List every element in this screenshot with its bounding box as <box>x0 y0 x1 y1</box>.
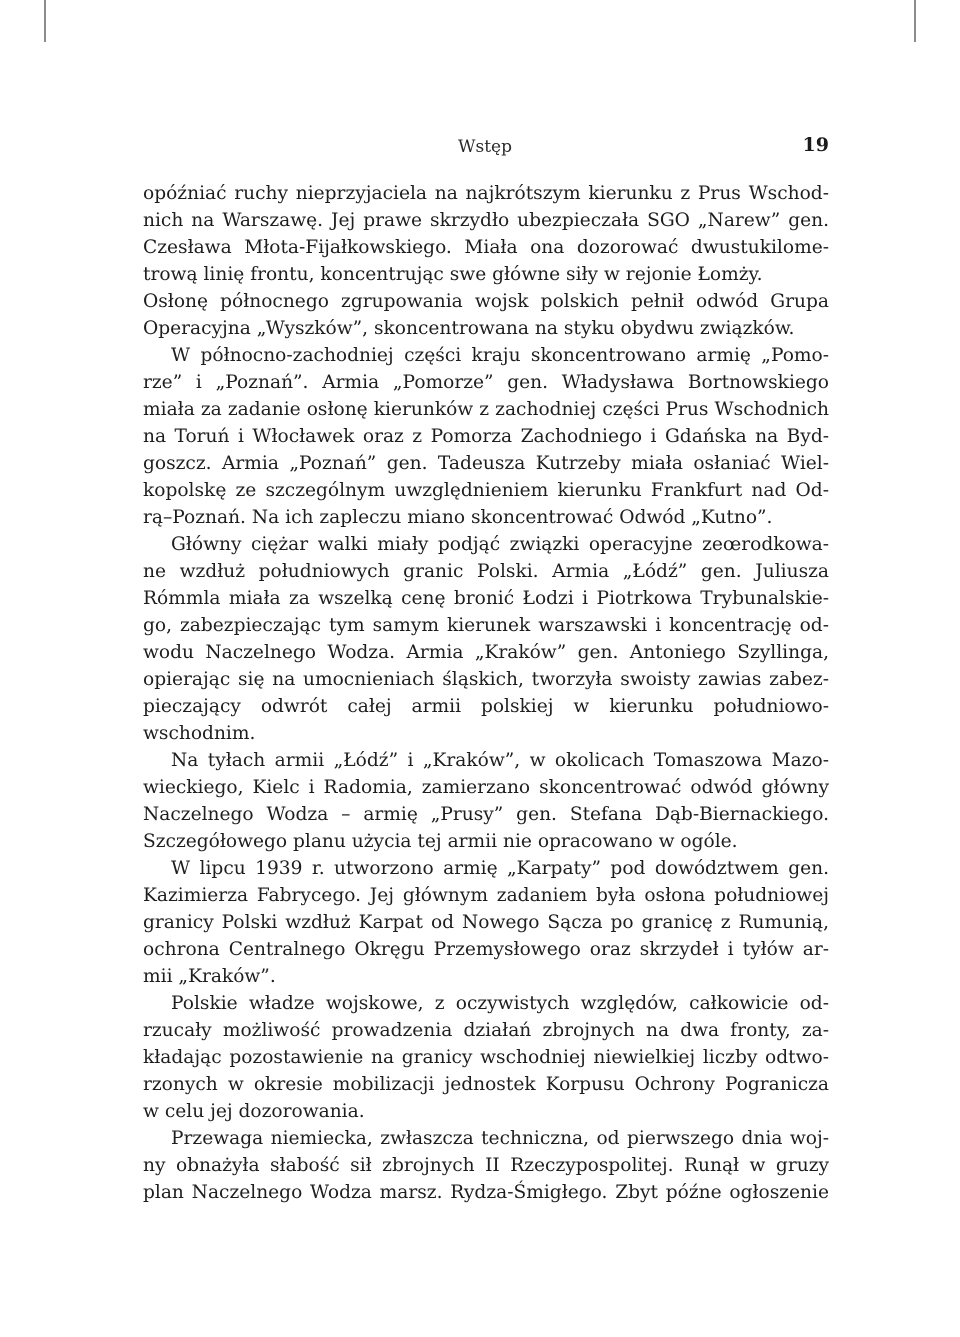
text-line: rą–Poznań. Na ich zapleczu miano skoncentrować Odwód „Kutno”. <box>143 507 773 528</box>
text-line: Szczegółowego planu użycia tej armii nie opracowano w ogóle. <box>143 831 738 852</box>
text-line: wschodnim. <box>143 723 256 744</box>
text-line: miała za zadanie osłonę kierunków z zachodniej części Prus Wschodnich <box>143 399 829 420</box>
text-line: rzucały możliwość prowadzenia działań zbrojnych na dwa fronty, za- <box>143 1020 829 1041</box>
text-line: kopolskę ze szczególnym uwzględnieniem kierunku Frankfurt nad Od- <box>143 480 829 501</box>
text-line: Na tyłach armii „Łódź” i „Kraków”, w okolicach Tomaszowa Mazo- <box>171 750 829 771</box>
text-line: Główny ciężar walki miały podjąć związki operacyjne zeœrodkowa- <box>171 534 829 555</box>
text-line: Naczelnego Wodza – armię „Prusy” gen. Stefana Dąb-Biernackiego. <box>143 804 829 825</box>
text-line: rze” i „Poznań”. Armia „Pomorze” gen. Władysława Bortnowskiego <box>143 372 829 393</box>
text-line: ny obnażyła słabość sił zbrojnych II Rzeczypospolitej. Runął w gruzy <box>143 1155 829 1176</box>
text-line: pieczający odwrót całej armii polskiej w kierunku południowo- <box>143 696 829 717</box>
crop-mark-right <box>914 0 916 42</box>
text-line: wodu Naczelnego Wodza. Armia „Kraków” gen. Antoniego Szyllinga, <box>143 642 829 663</box>
text-line: Osłonę północnego zgrupowania wojsk polskich pełnił odwód Grupa <box>143 291 829 312</box>
text-line: granicy Polski wzdłuż Karpat od Nowego Sącza po granicę z Rumunią, <box>143 912 829 933</box>
running-header <box>0 132 960 162</box>
text-line: Czesława Młota-Fijałkowskiego. Miała ona dozorować dwustukilome- <box>143 237 829 258</box>
text-line: goszcz. Armia „Poznań” gen. Tadeusza Kutrzeby miała osłaniać Wiel- <box>143 453 829 474</box>
text-line: opierając się na umocnieniach śląskich, tworzyła swoisty zawias zabez- <box>143 669 829 690</box>
text-line: na Toruń i Włocławek oraz z Pomorza Zachodniego i Gdańska na Byd- <box>143 426 829 447</box>
text-line: wieckiego, Kielc i Radomia, zamierzano skoncentrować odwód główny <box>143 777 829 798</box>
text-line: Kazimierza Fabrycego. Jej głównym zadaniem była osłona południowej <box>143 885 829 906</box>
text-line: trową linię frontu, koncentrując swe główne siły w rejonie Łomży. <box>143 264 763 285</box>
text-line: ne wzdłuż południowych granic Polski. Armia „Łódź” gen. Juliusza <box>143 561 829 582</box>
text-line: Polskie władze wojskowe, z oczywistych względów, całkowicie od- <box>171 993 829 1014</box>
text-line: mii „Kraków”. <box>143 966 276 987</box>
body-text <box>143 180 829 1206</box>
text-line: ochrona Centralnego Okręgu Przemysłowego oraz skrzydeł i tyłów ar- <box>143 939 829 960</box>
text-line: W północno-zachodniej części kraju skoncentrowano armię „Pomo- <box>171 345 829 366</box>
text-line: kładając pozostawienie na granicy wschodniej niewielkiej liczby odtwo- <box>143 1047 829 1068</box>
text-line: rzonych w okresie mobilizacji jednostek Korpusu Ochrony Pogranicza <box>143 1074 829 1095</box>
text-line: Rómmla miała za wszelką cenę bronić Łodzi i Piotrkowa Trybunalskie- <box>143 588 829 609</box>
text-line: w celu jej dozorowania. <box>143 1101 365 1122</box>
crop-mark-left <box>44 0 46 42</box>
text-line: opóźniać ruchy nieprzyjaciela na najkrótszym kierunku z Prus Wschod- <box>143 183 829 204</box>
page-number: 19 <box>802 134 829 156</box>
running-title: Wstęp <box>458 137 512 157</box>
text-line: go, zabezpieczając tym samym kierunek warszawski i koncentrację od- <box>143 615 829 636</box>
text-line: plan Naczelnego Wodza marsz. Rydza-Śmigłego. Zbyt późne ogłoszenie <box>143 1182 829 1203</box>
text-line: W lipcu 1939 r. utworzono armię „Karpaty” pod dowództwem gen. <box>171 858 829 879</box>
text-line: nich na Warszawę. Jej prawe skrzydło ubezpieczała SGO „Narew” gen. <box>143 210 829 231</box>
text-line: Operacyjna „Wyszków”, skoncentrowana na styku obydwu związków. <box>143 318 795 339</box>
text-line: Przewaga niemiecka, zwłaszcza techniczna, od pierwszego dnia woj- <box>171 1128 829 1149</box>
